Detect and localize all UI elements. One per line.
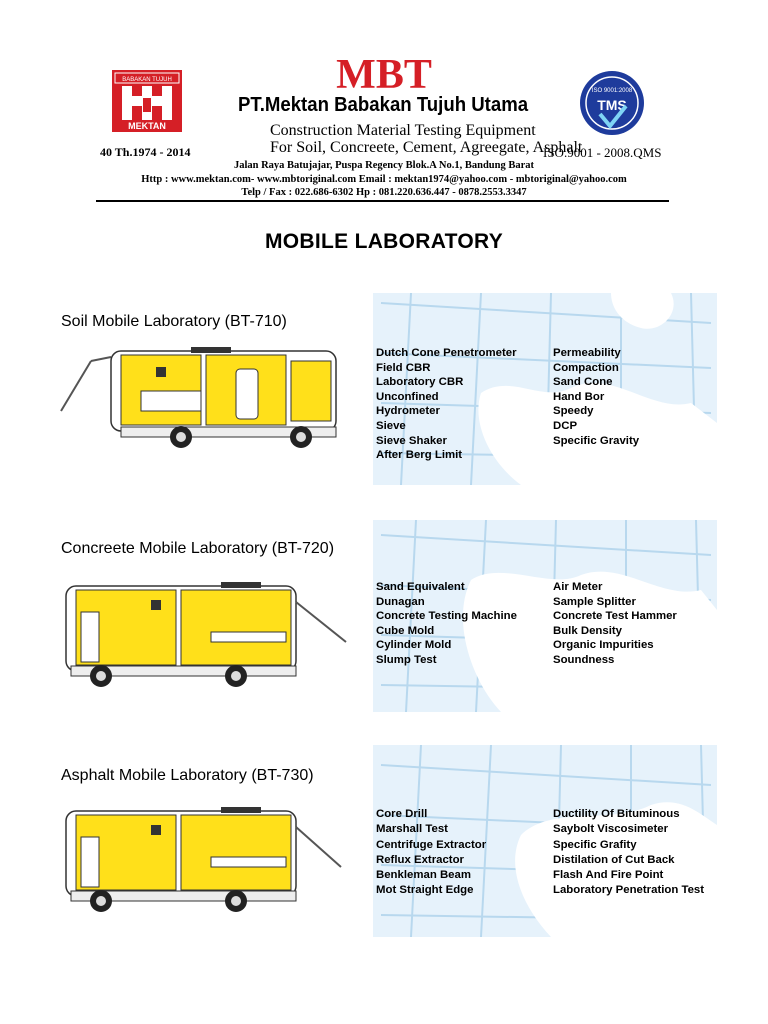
- asphalt-right-column: [553, 807, 704, 899]
- list-item: Speedy: [553, 405, 594, 418]
- list-item: Sieve: [376, 419, 406, 432]
- list-item: Permeability: [553, 347, 621, 359]
- list-item: Concrete Test Hammer: [553, 610, 677, 623]
- list-item: Laboratory Penetration Test: [553, 884, 705, 897]
- mbt-brand-text: MBT: [336, 52, 432, 98]
- tagline-line2: For Soil, Concreete, Cement, Agreegate, Asphalt: [270, 139, 583, 156]
- iso-tms-logo: [572, 68, 652, 138]
- list-item: Specific Grafity: [553, 838, 637, 851]
- mbt-logo: [336, 50, 432, 98]
- asphalt-lab-section: [51, 745, 717, 937]
- concrete-mobile-lab-truck-illustration: [61, 572, 351, 687]
- list-item: DCP: [553, 419, 578, 432]
- list-item: Benkleman Beam: [376, 869, 471, 882]
- list-item: Bulk Density: [553, 624, 622, 637]
- list-item: Concrete Testing Machine: [376, 610, 517, 623]
- company-web-email: Http : www.mektan.com- www.mbtoriginal.com Email : mektan1974@yahoo.com - mbtoriginal@yahoo.com: [141, 174, 627, 185]
- list-item: Slump Test: [376, 653, 437, 666]
- list-item: Sieve Shaker: [376, 434, 447, 447]
- logo-mektan-text: MEKTAN: [128, 121, 166, 131]
- tms-logo-text: TMS: [597, 97, 627, 113]
- company-phone: Telp / Fax : 022.686-6302 Hp : 081.220.636.447 - 0878.2553.3347: [241, 187, 527, 198]
- list-item: Sand Equivalent: [376, 581, 465, 593]
- section-title: Soil Mobile Laboratory (BT-710): [61, 313, 287, 330]
- list-item: Dunagan: [376, 595, 425, 608]
- concrete-lab-section: [51, 520, 717, 712]
- asphalt-left-column: [376, 807, 486, 899]
- logo-small-text: BABAKAN TUJUH: [122, 77, 172, 83]
- list-item: Centrifuge Extractor: [376, 838, 487, 851]
- list-item: Sample Splitter: [553, 595, 636, 608]
- section-title: Asphalt Mobile Laboratory (BT-730): [61, 767, 314, 784]
- list-item: Distilation of Cut Back: [553, 853, 675, 866]
- list-item: Hand Bor: [553, 390, 605, 403]
- list-item: After Berg Limit: [376, 449, 463, 462]
- list-item: Compaction: [553, 361, 619, 374]
- soil-right-column: [553, 346, 639, 448]
- list-item: Marshall Test: [376, 823, 448, 836]
- company-name: PT.Mektan Babakan Tujuh Utama: [238, 94, 529, 116]
- list-item: Organic Impurities: [553, 639, 654, 652]
- iso-logo-text: ISO 9001:2008: [591, 88, 633, 94]
- list-item: Hydrometer: [376, 405, 440, 418]
- header-divider: [96, 200, 669, 202]
- soil-mobile-lab-truck-illustration: [61, 341, 341, 451]
- mektan-logo: [112, 70, 182, 132]
- soil-left-column: [376, 346, 517, 463]
- list-item: Flash And Fire Point: [553, 869, 664, 882]
- tagline-line1: Construction Material Testing Equipment: [270, 122, 536, 139]
- list-item: Air Meter: [553, 581, 603, 593]
- asphalt-mobile-lab-truck-illustration: [61, 797, 351, 912]
- list-item: Dutch Cone Penetrometer: [376, 347, 517, 359]
- list-item: Sand Cone: [553, 376, 613, 389]
- page-title: MOBILE LABORATORY: [264, 230, 504, 253]
- list-item: Soundness: [553, 653, 615, 666]
- concrete-left-column: [376, 580, 517, 668]
- list-item: Laboratory CBR: [376, 376, 464, 389]
- list-item: Mot Straight Edge: [376, 884, 474, 897]
- list-item: Specific Gravity: [553, 434, 640, 447]
- section-title: Concreete Mobile Laboratory (BT-720): [61, 540, 335, 557]
- list-item: Field CBR: [376, 361, 431, 374]
- list-item: Cylinder Mold: [376, 639, 452, 652]
- soil-lab-section: [51, 293, 717, 485]
- iso-certification: ISO.9001 - 2008.QMS: [543, 145, 662, 160]
- concrete-right-column: [553, 580, 677, 668]
- list-item: Cube Mold: [376, 624, 435, 637]
- company-address: Jalan Raya Batujajar, Puspa Regency Blok.A No.1, Bandung Barat: [233, 160, 535, 171]
- list-item: Saybolt Viscosimeter: [553, 823, 669, 836]
- list-item: Core Drill: [376, 808, 428, 820]
- list-item: Reflux Extractor: [376, 853, 464, 866]
- list-item: Unconfined: [376, 390, 439, 403]
- since-years: 40 Th.1974 - 2014: [100, 145, 191, 159]
- list-item: Ductility Of Bituminous: [553, 808, 680, 820]
